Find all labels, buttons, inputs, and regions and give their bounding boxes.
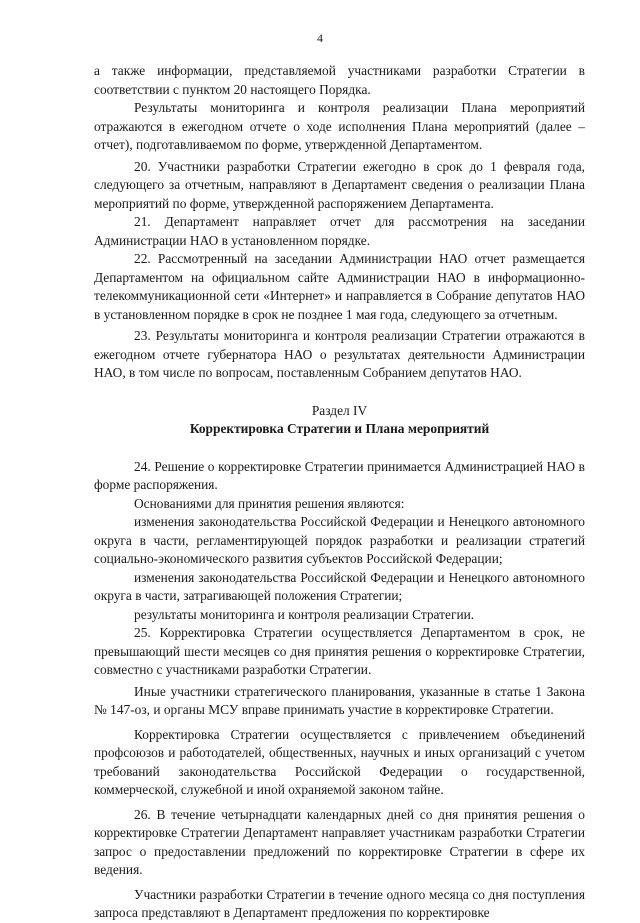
paragraph: Корректировка Стратегии осуществляется с привлечением объединений профсоюзов и работодателей, общественных, научных и иных организаций с учетом требований законодательства Российской Федерации о государственной, коммерческой, служебной и иной охраняемой законом тайне.: [94, 726, 585, 797]
paragraph: Результаты мониторинга и контроля реализации Плана мероприятий отражаются в ежегодном отчете о ходе исполнения Плана мероприятий (далее – отчет), подготавливаемом по форме, утвержденной Департаментом.: [94, 100, 585, 152]
paragraph: Иные участники стратегического планирования, указанные в статье 1 Закона № 147-оз, и органы МСУ вправе принимать участие в корректировке Стратегии.: [94, 683, 585, 717]
page-number: 4: [317, 31, 323, 45]
section-title: Корректировка Стратегии и Плана мероприятий: [189, 421, 490, 436]
paragraph-item-23: 23. Результаты мониторинга и контроля реализации Стратегии отражаются в ежегодном отчете губернатора НАО о результатах деятельности Администрации НАО, в том числе по вопросам, поставленным Собранием депутатов НАО.: [94, 328, 585, 380]
paragraph-item-24: 24. Решение о корректировке Стратегии принимается Администрацией НАО в форме распоряжения.: [94, 458, 585, 492]
paragraph-continuation: а также информации, представляемой участниками разработки Стратегии в соответствии с пунктом 20 настоящего Порядка.: [94, 63, 585, 97]
document-body: [94, 62, 585, 923]
section-label: Раздел IV: [311, 402, 368, 418]
paragraph-item-25: 25. Корректировка Стратегии осуществляется Департаментом в срок, не превышающий шести месяцев со дня принятия решения о корректировке Стратегии, совместно с участниками разработки Стратегии.: [94, 625, 585, 677]
paragraph: Основаниями для принятия решения являются:: [134, 495, 405, 511]
paragraph-item-21: 21. Департамент направляет отчет для рассмотрения на заседании Администрации НАО в установленном порядке.: [94, 214, 585, 248]
list-item: результаты мониторинга и контроля реализации Стратегии.: [134, 606, 475, 622]
list-item: изменения законодательства Российской Федерации и Ненецкого автономного округа в части, затрагивающей положения Стратегии;: [94, 569, 585, 603]
paragraph-item-20: 20. Участники разработки Стратегии ежегодно в срок до 1 февраля года, следующего за отчетным, направляют в Департамент сведения о реализации Плана мероприятий по форме, утвержденной распоряжением Департамента.: [94, 158, 585, 211]
paragraph-item-22: 22. Рассмотренный на заседании Администрации НАО отчет размещается Департаментом на официальном сайте Администрации НАО в информационно-телекоммуникационной сети «Интернет» и направляется в Собрание депутатов НАО в установленном порядке в срок не позднее 1 мая года, следующего за отчетным.: [94, 251, 585, 322]
paragraph: Участники разработки Стратегии в течение одного месяца со дня поступления запроса представляют в Департамент предложения по корректировке: [94, 886, 585, 920]
list-item: изменения законодательства Российской Федерации и Ненецкого автономного округа в части, регламентирующей порядок разработки и реализации стратегий социально-экономического развития субъектов Российской Федерации;: [94, 514, 585, 566]
paragraph-item-26: 26. В течение четырнадцати календарных дней со дня принятия решения о корректировке Стратегии Департамент направляет участникам разработки Стратегии запрос о предоставлении предложений по корректировке Стратегии в сфере их ведения.: [94, 806, 585, 877]
